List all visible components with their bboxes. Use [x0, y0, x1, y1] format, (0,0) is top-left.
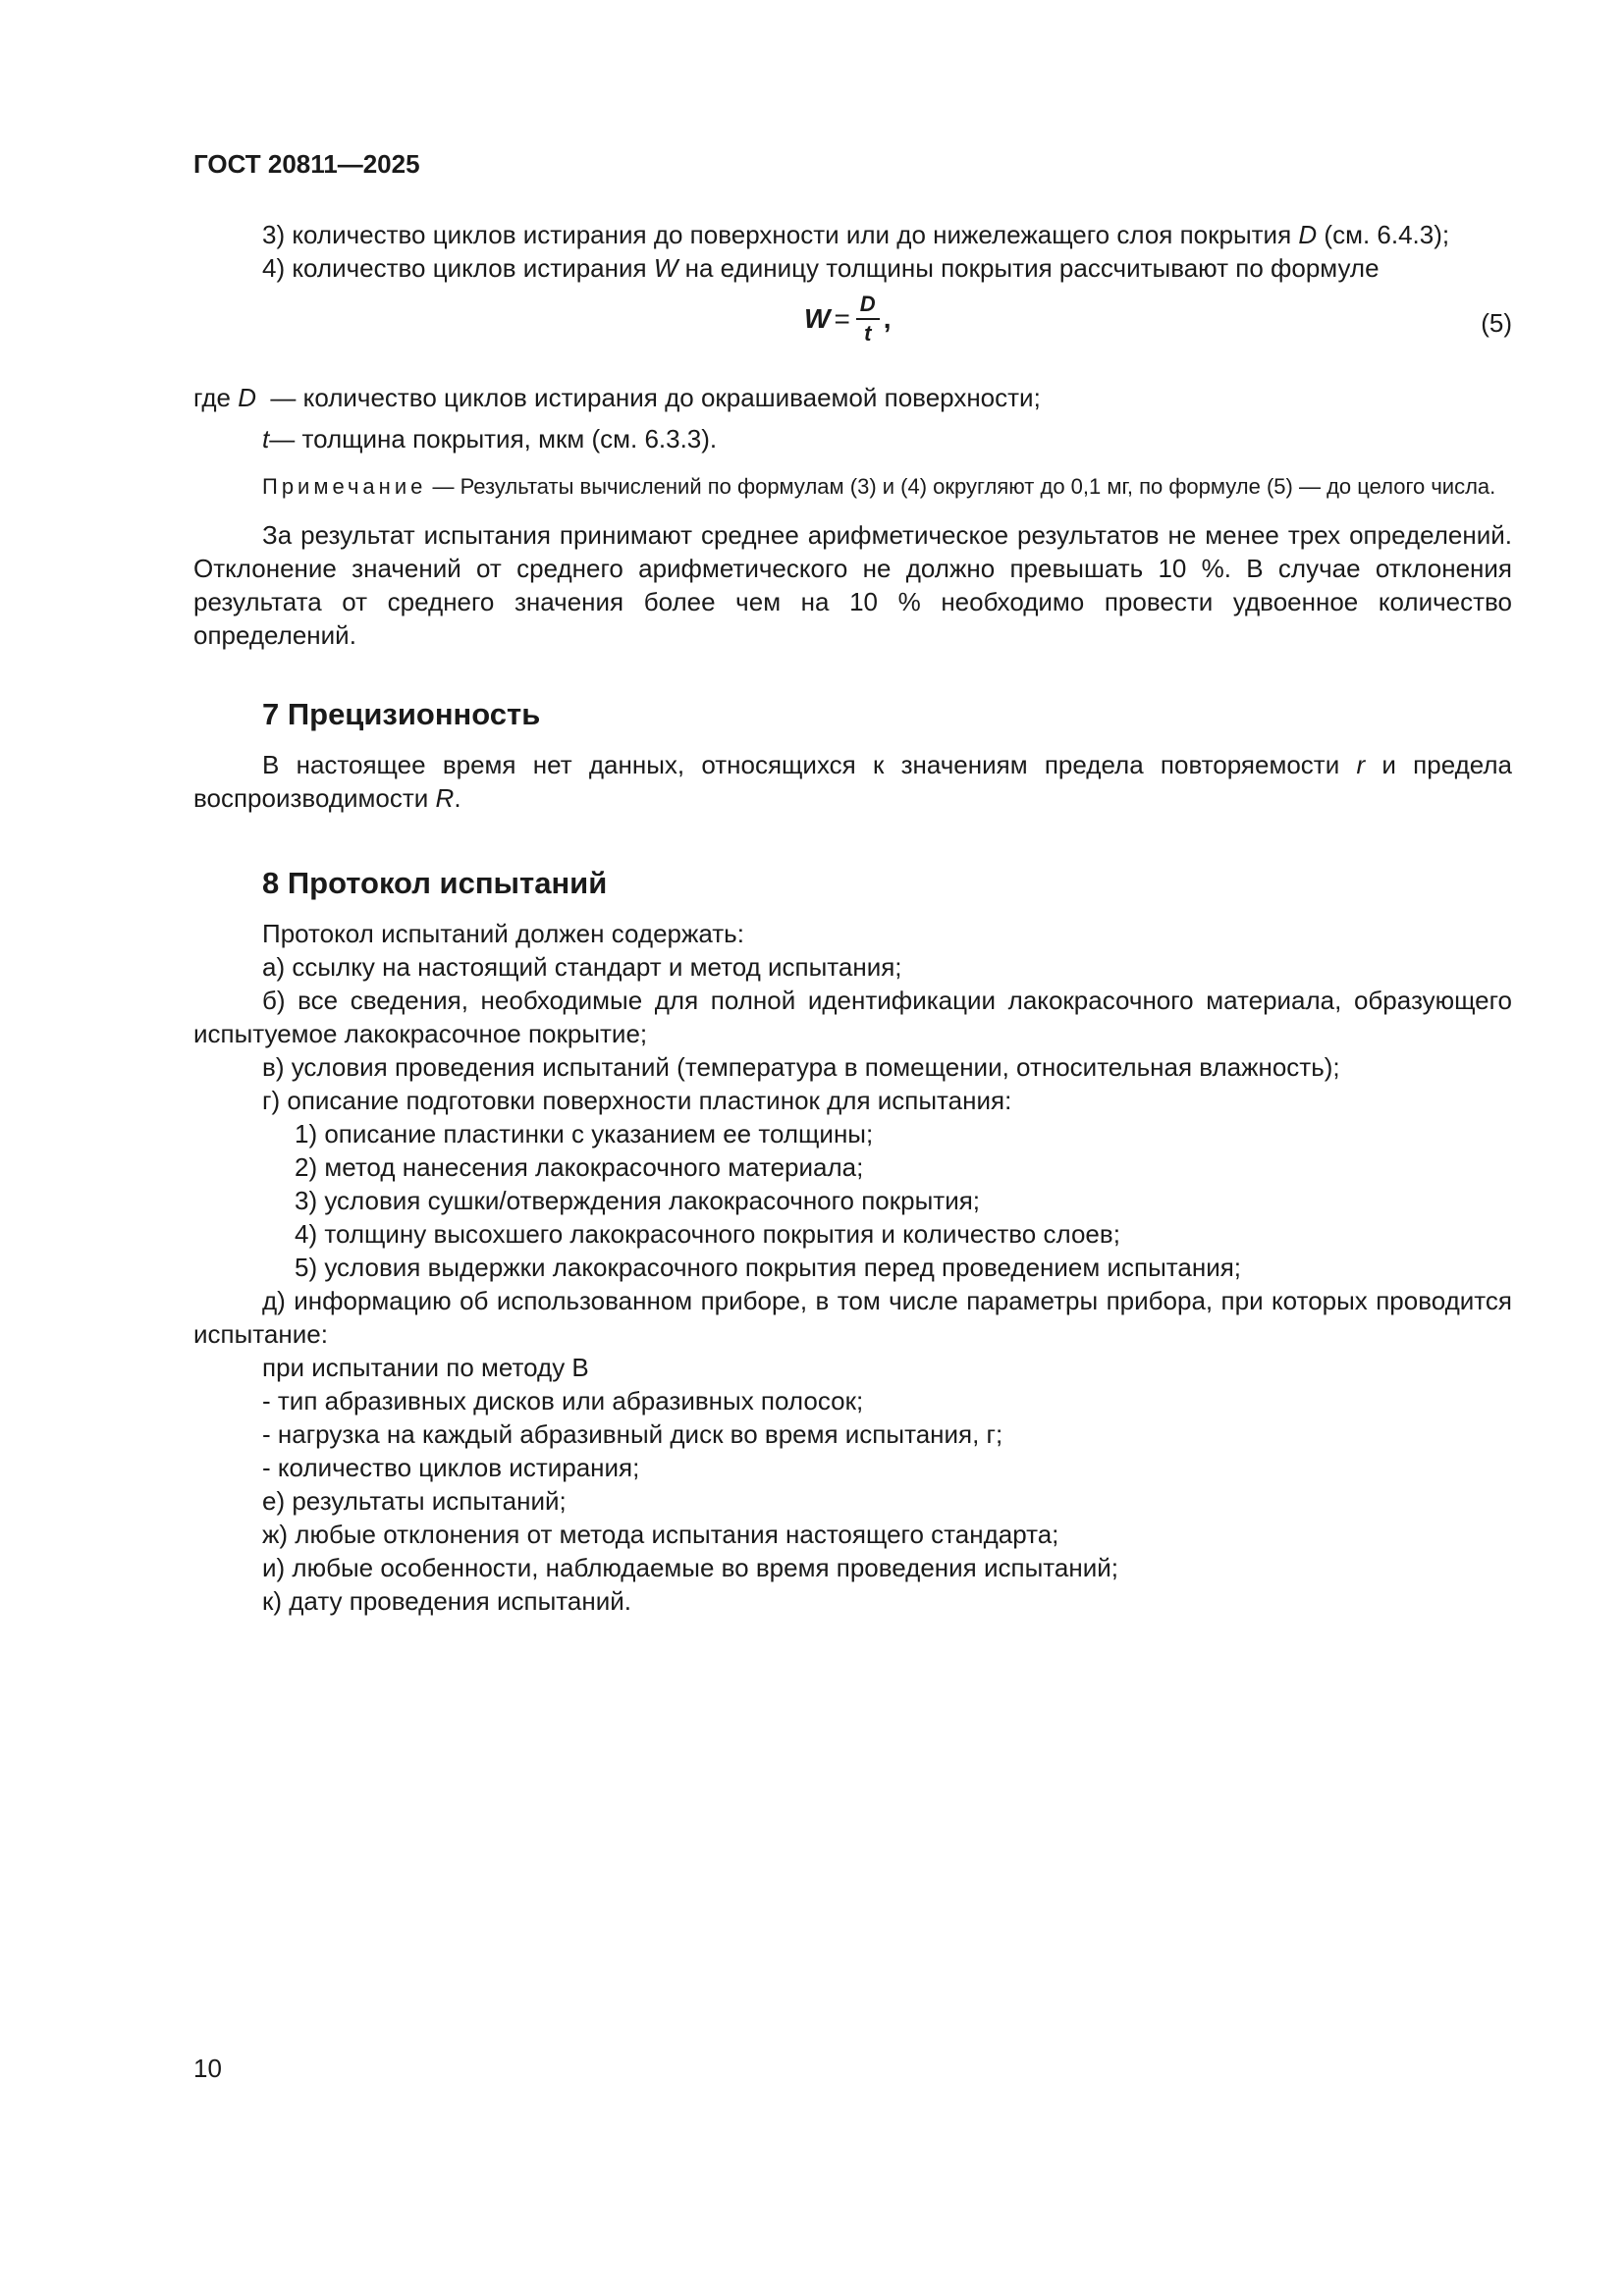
variable-w: W — [653, 253, 678, 283]
variable-d: D — [1298, 220, 1318, 249]
formula-comma: , — [883, 303, 892, 334]
where-t-text: — толщина покрытия, мкм (см. 6.3.3). — [269, 424, 718, 454]
section-8-item-k: к) дату проведения испытаний. — [262, 1586, 631, 1616]
dash-item-2: - нагрузка на каждый абразивный диск во время испытания, г; — [262, 1419, 1003, 1449]
section-8-item-d: д) информацию об использованном приборе, в том числе параметры прибора, при которых проводится испытание: — [193, 1286, 1512, 1349]
section-8-item-zh: ж) любые отклонения от метода испытания настоящего стандарта; — [262, 1520, 1059, 1549]
note-label: Примечание — [262, 474, 427, 499]
section-7-period: . — [454, 783, 461, 813]
note-paragraph — [193, 471, 1512, 503]
dash-item-1: - тип абразивных дисков или абразивных полосок; — [262, 1386, 864, 1415]
section-8-item-b: б) все сведения, необходимые для полной идентификации лакокрасочного материала, образующего испытуемое лакокрасочное покрытие; — [193, 986, 1512, 1048]
page-content — [193, 218, 1512, 1618]
where-d-text: — количество циклов истирания до окрашиваемой поверхности; — [270, 383, 1041, 412]
result-paragraph: За результат испытания принимают среднее арифметическое результатов не менее трех определений. Отклонение значений от среднего арифметического не должно превышать 10 %. В случае отклонения результата от среднего значения более чем на 10 % необходимо провести удвоенное количество определений. — [193, 520, 1512, 650]
where-t-symbol: t — [262, 424, 270, 454]
section-8-heading: 8 Протокол испытаний — [262, 866, 608, 900]
method-b-line: при испытании по методу В — [262, 1353, 589, 1382]
dash-item-3: - количество циклов истирания; — [262, 1453, 640, 1482]
variable-r: r — [1356, 750, 1366, 779]
where-lead: где — [193, 383, 231, 412]
section-7-text-1: В настоящее время нет данных, относящихся к значениям предела повторяемости — [262, 750, 1340, 779]
list-item-4-number: 4) — [262, 253, 286, 283]
formula-equals: = — [834, 303, 850, 334]
list-item-4 — [193, 251, 1512, 285]
sub-item-1: 1) описание пластинки с указанием ее толщины; — [295, 1119, 874, 1148]
where-t-line — [193, 422, 1512, 455]
section-7-heading: 7 Прецизионность — [262, 697, 541, 731]
note-text: — Результаты вычислений по формулам (3) и (4) округляют до 0,1 мг, по формуле (5) — до целого числа. — [432, 474, 1496, 499]
formula-denominator: t — [864, 321, 872, 346]
formula-numerator: D — [856, 291, 880, 320]
section-7-text-2: и предела воспроизводимости — [193, 750, 1512, 813]
formula-fraction — [856, 291, 880, 347]
formula-number: (5) — [1481, 308, 1512, 338]
list-item-4-text: количество циклов истирания — [292, 253, 647, 283]
variable-cap-r: R — [435, 783, 455, 813]
list-item-4-text-end: на единицу толщины покрытия рассчитывают по формуле — [684, 253, 1380, 283]
where-d-line — [193, 381, 1512, 414]
section-8-item-e: е) результаты испытаний; — [262, 1486, 567, 1516]
section-8-item-g: г) описание подготовки поверхности пластинок для испытания: — [262, 1086, 1012, 1115]
sub-item-4: 4) толщину высохшего лакокрасочного покрытия и количество слоев; — [295, 1219, 1120, 1249]
section-8-item-v: в) условия проведения испытаний (температура в помещении, относительная влажность); — [262, 1052, 1340, 1082]
formula-5 — [804, 291, 891, 347]
page-number: 10 — [193, 2054, 222, 2083]
document-code-header: ГОСТ 20811—2025 — [193, 149, 420, 179]
sub-item-5: 5) условия выдержки лакокрасочного покрытия перед проведением испытания; — [295, 1253, 1242, 1282]
formula-lhs: W — [804, 303, 831, 334]
list-item-3-number: 3) — [262, 220, 286, 249]
section-8-item-a: а) ссылку на настоящий стандарт и метод испытания; — [262, 952, 902, 982]
section-8-item-i: и) любые особенности, наблюдаемые во время проведения испытаний; — [262, 1553, 1118, 1582]
section-8-intro: Протокол испытаний должен содержать: — [262, 919, 744, 948]
list-item-3 — [193, 218, 1512, 251]
sub-item-3: 3) условия сушки/отверждения лакокрасочного покрытия; — [295, 1186, 981, 1215]
section-7-paragraph — [193, 748, 1512, 815]
list-item-3-ref: (см. 6.4.3); — [1324, 220, 1450, 249]
where-d-symbol: D — [238, 383, 256, 412]
list-item-3-text: количество циклов истирания до поверхности или до нижележащего слоя покрытия — [292, 220, 1292, 249]
formula-5-row — [193, 289, 1512, 365]
sub-item-2: 2) метод нанесения лакокрасочного материала; — [295, 1152, 864, 1182]
